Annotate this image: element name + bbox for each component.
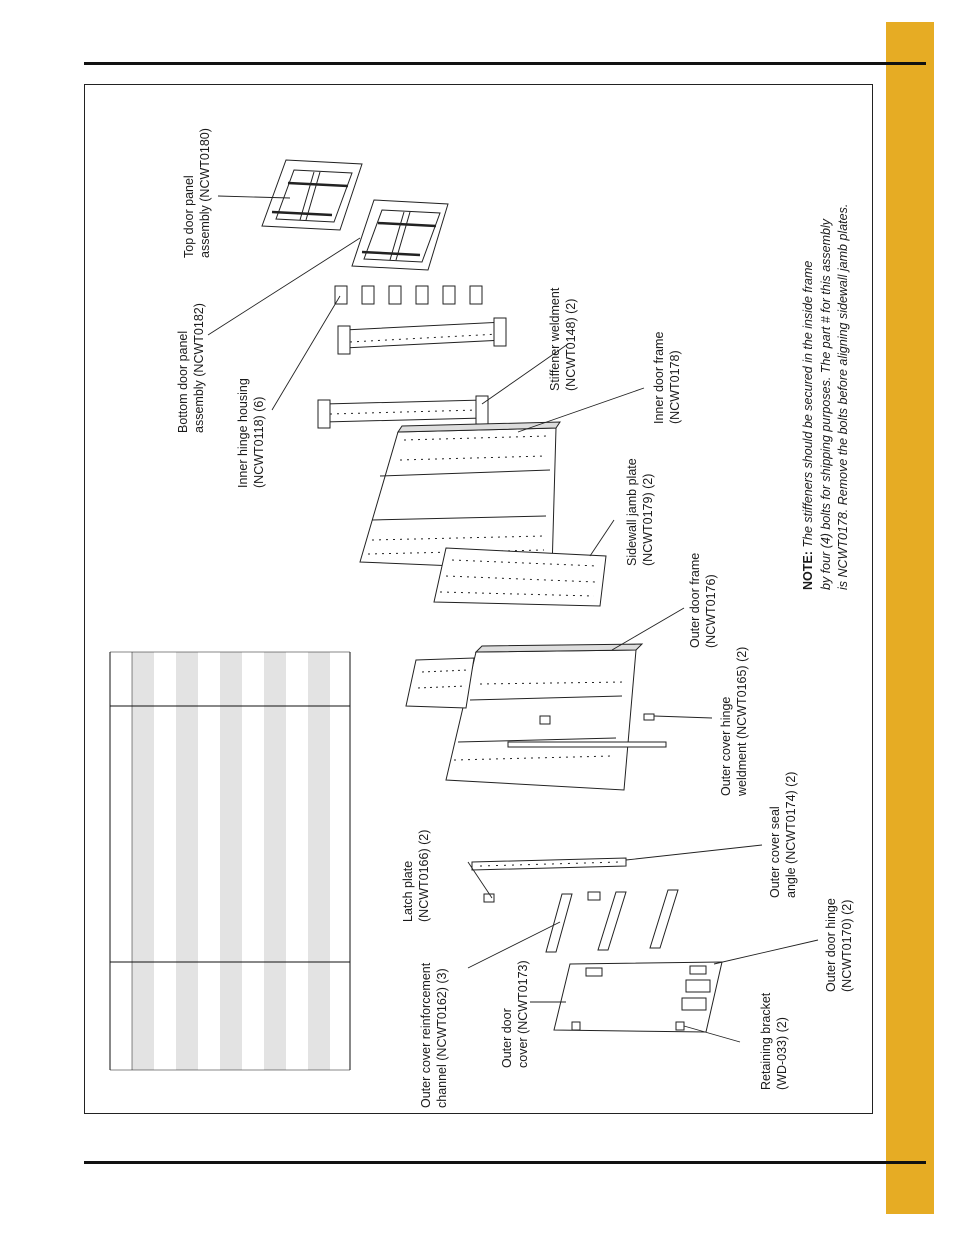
label-top-door-panel: Top door panel assembly (NCWT0180) [182,128,212,258]
top-door-panel-part [262,160,362,230]
leader-lines [208,196,818,1042]
inner-door-frame-part [360,422,560,570]
label-outer-door-frame: Outer door frame (NCWT0176) [688,552,718,648]
label-stiffener-weldment: Stiffener weldment (NCWT0148) (2) [548,287,578,391]
reinforcement-channels [546,890,678,952]
assembly-note: NOTE: The stiffeners should be secured in the inside frame by four (4) bolts for shipping purposes. The part # for this assembly is NCWT0178. Remove the bolts before aligning sidewall jamb plates. [801,203,850,590]
label-outer-cover-hinge-weldment: Outer cover hinge weldment (NCWT0165) (2) [719,646,749,796]
label-retaining-bracket: Retaining bracket (WD-033) (2) [759,992,789,1090]
parts-list-table [110,652,350,1070]
label-sidewall-jamb-plate: Sidewall jamb plate (NCWT0179) (2) [625,458,655,566]
sidewall-jamb-plate-part [434,548,606,606]
label-outer-cover-reinforcement-channel: Outer cover reinforcement channel (NCWT0162) (3) [419,962,449,1108]
label-outer-cover-seal-angle: Outer cover seal angle (NCWT0174) (2) [768,771,798,898]
label-bottom-door-panel: Bottom door panel assembly (NCWT0182) [176,303,206,433]
outer-door-cover-part [554,962,722,1032]
bottom-door-panel-part [352,200,448,270]
label-outer-door-cover: Outer door cover (NCWT0173) [500,960,530,1068]
label-inner-door-frame: Inner door frame (NCWT0178) [652,331,682,424]
outer-door-frame-part [406,644,666,790]
label-latch-plate: Latch plate (NCWT0166) (2) [401,829,431,922]
stiffener-weldments [318,318,506,428]
label-outer-door-hinge: Outer door hinge (NCWT0170) (2) [824,898,854,992]
seal-angle-and-latch [472,858,626,902]
label-inner-hinge-housing: Inner hinge housing (NCWT0118) (6) [236,378,266,488]
inner-hinge-housings [335,286,482,304]
